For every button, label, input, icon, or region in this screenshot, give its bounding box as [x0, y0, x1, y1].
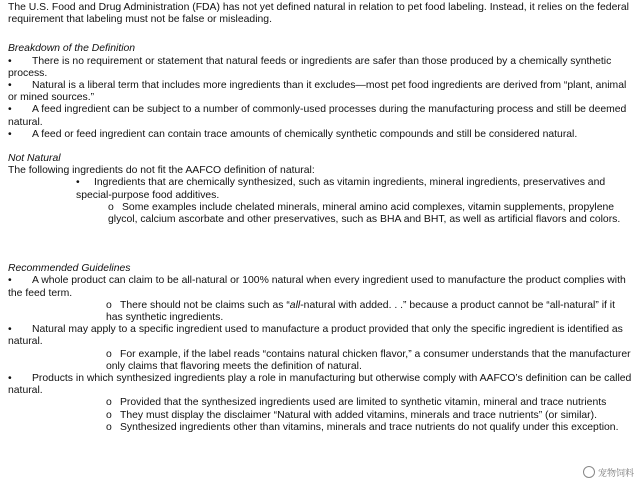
guideline-3-sub-3: o Synthesized ingredients other than vitamins, minerals and trace nutrients do not qualify under this exception. [106, 421, 619, 433]
guideline-2-sub: o For example, if the label reads “contains natural chicken flavor,” a consumer understands that the manufacturer only claims that flavoring meets the definition of natural. [106, 348, 631, 372]
not-natural-lead: The following ingredients do not fit the AAFCO definition of natural: [8, 165, 315, 177]
bullet-icon: • [8, 128, 12, 140]
bullet-icon: • [8, 275, 12, 287]
sub-bullet-icon: o [106, 299, 112, 311]
guideline-2: • Natural may apply to a specific ingredient used to manufacture a product provided that only the specific ingredient is identified as natural. [8, 324, 623, 348]
bullet-icon: • [8, 55, 12, 67]
bullet-icon: • [76, 177, 80, 189]
bullet-icon: • [8, 373, 12, 385]
sub-bullet-icon: o [106, 348, 112, 360]
bullet-icon: • [8, 104, 12, 116]
bullet-icon: • [8, 324, 12, 336]
bullet-icon: • [8, 80, 12, 92]
breakdown-item-3: • A feed ingredient can be subject to a number of commonly-used processes during the manufacturing process and still be deemed natural. [8, 104, 627, 128]
guideline-1: • A whole product can claim to be all-natural or 100% natural when every ingredient used to manufacture the product complies with the feed term. [8, 275, 626, 299]
breakdown-item-2: • Natural is a liberal term that includes more ingredients than it excludes—most pet food ingredients are derived from “plant, animal or mined sources.” [8, 80, 627, 104]
breakdown-item-4: • A feed or feed ingredient can contain trace amounts of chemically synthetic compounds and still be considered natural. [8, 128, 578, 140]
not-natural-heading: Not Natural [8, 153, 61, 165]
intro-paragraph: The U.S. Food and Drug Administration (FDA) has not yet defined natural in relation to pet food labeling. Instead, it relies on the federal requirement that labeling must not be false or misleading. [8, 2, 629, 26]
guideline-3-sub-2: o They must display the disclaimer “Natural with added vitamins, minerals and trace nutrients” (or similar). [106, 409, 597, 421]
not-natural-sub: o Some examples include chelated minerals, mineral amino acid complexes, vitamin supplements, propylene glycol, calcium ascorbate and other preservatives, such as BHA and BHT, as well as artificial flavors and colors. [108, 201, 621, 226]
guidelines-heading: Recommended Guidelines [8, 263, 131, 275]
guideline-3-sub-1: o Provided that the synthesized ingredients used are limited to synthetic vitamin, mineral and trace nutrients [106, 397, 607, 409]
watermark-logo-icon [583, 466, 595, 478]
breakdown-heading: Breakdown of the Definition [8, 43, 136, 55]
guideline-1-sub: o There should not be claims such as “all-natural with added. . .” because a product cannot be “all-natural” if it has synthetic ingredients. [106, 299, 615, 324]
sub-bullet-icon: o [106, 409, 112, 421]
guideline-3: • Products in which synthesized ingredients play a role in manufacturing but otherwise comply with AAFCO’s definition can be called natural. [8, 373, 632, 397]
breakdown-item-1: • There is no requirement or statement that natural feeds or ingredients are safer than those produced by a chemically synthetic process. [8, 55, 612, 79]
sub-bullet-icon: o [106, 397, 112, 409]
sub-bullet-icon: o [108, 201, 114, 213]
sub-bullet-icon: o [106, 421, 112, 433]
not-natural-item: • Ingredients that are chemically synthesized, such as vitamin ingredients, mineral ingredients, preservatives and special-purpose food additives. [76, 177, 606, 201]
watermark: 宠物饲料 [583, 466, 634, 479]
